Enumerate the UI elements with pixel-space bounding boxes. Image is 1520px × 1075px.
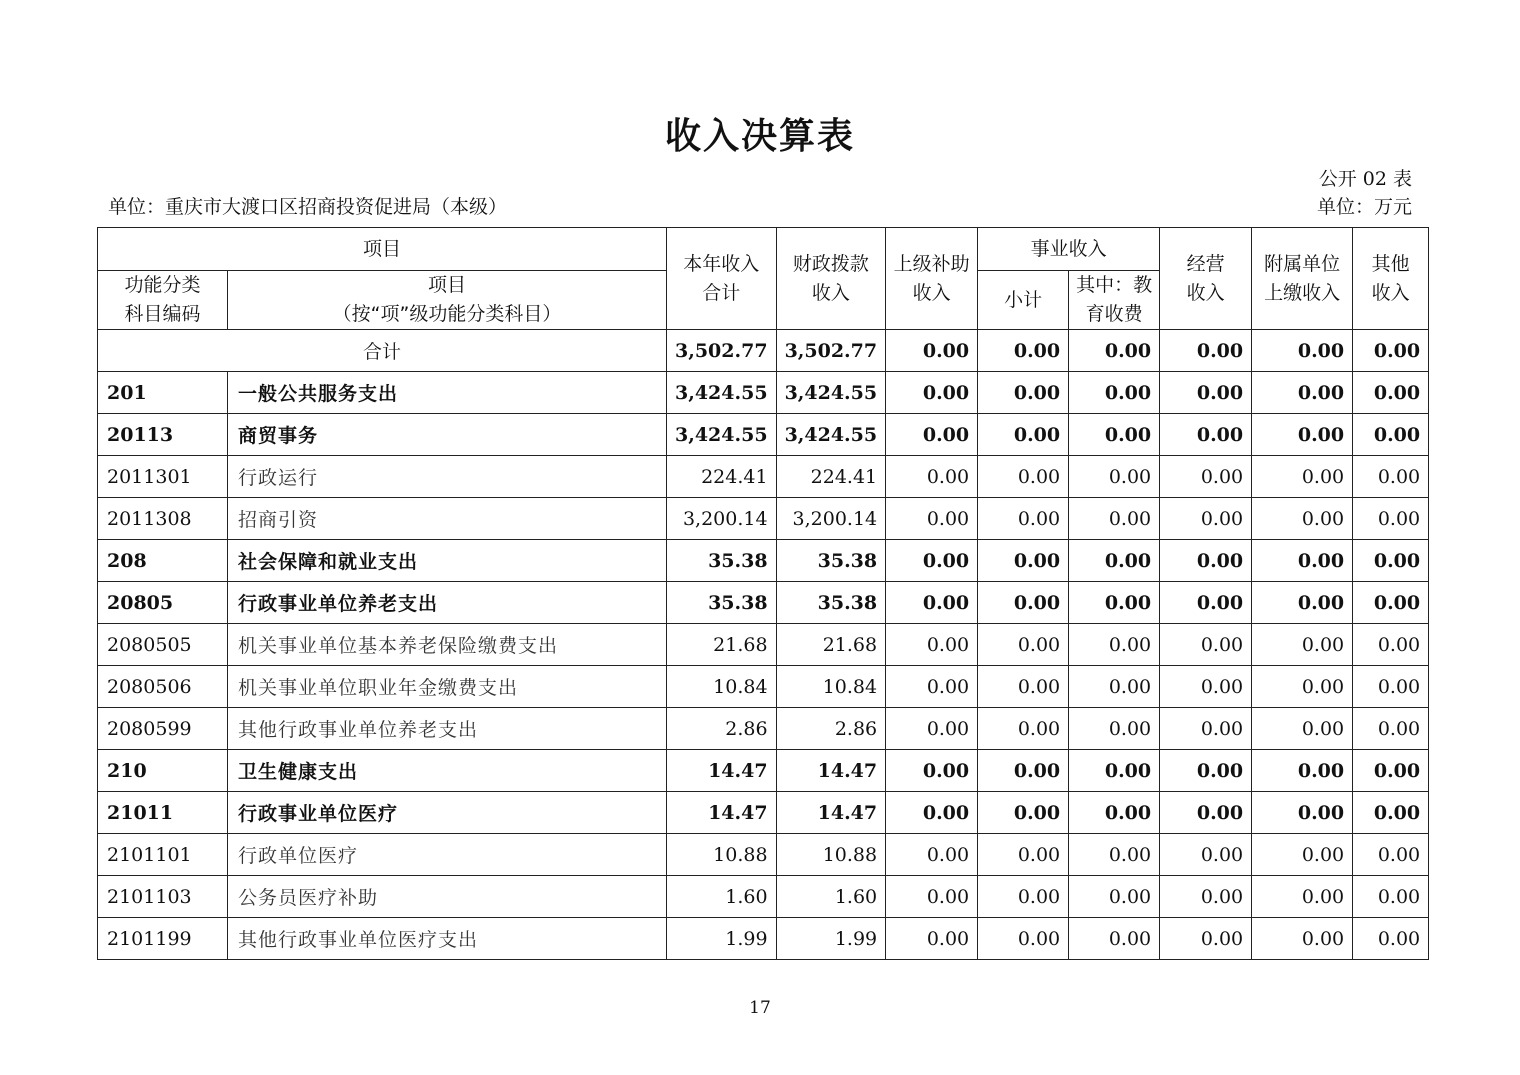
row-value: 0.00 (886, 456, 978, 498)
row-value: 0.00 (1353, 372, 1429, 414)
row-value: 0.00 (1353, 624, 1429, 666)
header-item (228, 271, 667, 330)
row-name: 招商引资 (228, 498, 667, 540)
row-value: 0.00 (1069, 834, 1160, 876)
row-value: 0.00 (1252, 708, 1353, 750)
row-value: 0.00 (978, 792, 1069, 834)
row-code: 210 (98, 750, 228, 792)
row-code: 2080599 (98, 708, 228, 750)
table-row (98, 372, 1429, 414)
row-value: 0.00 (1252, 372, 1353, 414)
total-cell: 3,502.77 (667, 330, 777, 372)
row-code: 21011 (98, 792, 228, 834)
row-value: 0.00 (1353, 792, 1429, 834)
row-value: 0.00 (886, 792, 978, 834)
row-value: 2.86 (667, 708, 777, 750)
row-value: 1.60 (776, 876, 886, 918)
row-value: 0.00 (886, 666, 978, 708)
row-value: 0.00 (1353, 498, 1429, 540)
header-item-note: （按“项”级功能分类科目） (332, 303, 562, 325)
row-value: 35.38 (776, 582, 886, 624)
row-value: 0.00 (1069, 372, 1160, 414)
row-value: 0.00 (1252, 666, 1353, 708)
row-value: 0.00 (1353, 750, 1429, 792)
row-value: 0.00 (1160, 372, 1252, 414)
header-total-income: 本年收入合计 (667, 228, 777, 330)
row-value: 0.00 (1160, 666, 1252, 708)
row-value: 0.00 (1353, 876, 1429, 918)
row-name: 行政事业单位养老支出 (228, 582, 667, 624)
row-value: 0.00 (1160, 624, 1252, 666)
page-number: 17 (749, 998, 771, 1018)
row-value: 0.00 (1160, 498, 1252, 540)
row-value: 0.00 (886, 750, 978, 792)
row-value: 0.00 (1160, 792, 1252, 834)
form-number: 公开 02 表 (1318, 168, 1412, 190)
row-value: 14.47 (667, 750, 777, 792)
row-value: 3,424.55 (776, 372, 886, 414)
row-value: 0.00 (1069, 792, 1160, 834)
table-row (98, 624, 1429, 666)
row-value: 0.00 (1252, 582, 1353, 624)
row-value: 0.00 (1353, 708, 1429, 750)
row-value: 0.00 (1069, 876, 1160, 918)
row-value: 0.00 (1160, 876, 1252, 918)
row-name: 一般公共服务支出 (228, 372, 667, 414)
row-value: 0.00 (1252, 918, 1353, 960)
table-row (98, 918, 1429, 960)
total-row (98, 330, 1429, 372)
total-cell: 0.00 (1353, 330, 1429, 372)
row-value: 0.00 (1069, 540, 1160, 582)
row-value: 3,200.14 (776, 498, 886, 540)
row-value: 0.00 (1160, 750, 1252, 792)
row-value: 2.86 (776, 708, 886, 750)
row-value: 14.47 (667, 792, 777, 834)
row-value: 0.00 (978, 414, 1069, 456)
row-value: 0.00 (1160, 834, 1252, 876)
row-value: 0.00 (886, 414, 978, 456)
reporting-unit: 单位：重庆市大渡口区招商投资促进局（本级） (108, 196, 508, 218)
total-cell: 0.00 (886, 330, 978, 372)
table-row (98, 792, 1429, 834)
row-value: 0.00 (1252, 414, 1353, 456)
page-title: 收入决算表 (664, 116, 855, 157)
row-value: 10.88 (667, 834, 777, 876)
row-value: 0.00 (978, 834, 1069, 876)
row-value: 0.00 (1252, 498, 1353, 540)
row-name: 机关事业单位基本养老保险缴费支出 (228, 624, 667, 666)
row-value: 35.38 (667, 540, 777, 582)
row-value: 0.00 (978, 372, 1069, 414)
currency-unit: 单位：万元 (1316, 196, 1412, 218)
header-func-code: 功能分类科目编码 (98, 271, 228, 330)
row-value: 0.00 (1069, 708, 1160, 750)
row-value: 0.00 (1252, 540, 1353, 582)
table-row (98, 666, 1429, 708)
header-subtotal: 小计 (978, 271, 1069, 330)
row-value: 0.00 (1069, 918, 1160, 960)
row-name: 行政事业单位医疗 (228, 792, 667, 834)
row-value: 0.00 (886, 498, 978, 540)
row-value: 0.00 (886, 918, 978, 960)
row-name: 社会保障和就业支出 (228, 540, 667, 582)
row-value: 3,200.14 (667, 498, 777, 540)
row-name: 卫生健康支出 (228, 750, 667, 792)
row-value: 0.00 (886, 540, 978, 582)
row-value: 0.00 (1069, 498, 1160, 540)
row-code: 20805 (98, 582, 228, 624)
header-business-income: 事业收入 (978, 228, 1160, 271)
row-value: 0.00 (886, 834, 978, 876)
income-table (97, 227, 1429, 960)
row-value: 0.00 (1160, 582, 1252, 624)
row-value: 35.38 (776, 540, 886, 582)
table-row (98, 750, 1429, 792)
row-value: 224.41 (776, 456, 886, 498)
row-value: 0.00 (1252, 792, 1353, 834)
row-value: 10.88 (776, 834, 886, 876)
row-name: 公务员医疗补助 (228, 876, 667, 918)
row-name: 商贸事务 (228, 414, 667, 456)
row-value: 0.00 (1069, 624, 1160, 666)
header-fiscal: 财政拨款收入 (776, 228, 886, 330)
row-code: 20113 (98, 414, 228, 456)
row-value: 3,424.55 (667, 372, 777, 414)
table-row (98, 834, 1429, 876)
row-value: 0.00 (886, 372, 978, 414)
row-code: 2101103 (98, 876, 228, 918)
row-value: 0.00 (886, 876, 978, 918)
row-value: 0.00 (886, 708, 978, 750)
row-value: 0.00 (1069, 750, 1160, 792)
total-label: 合计 (98, 330, 667, 372)
row-code: 208 (98, 540, 228, 582)
total-cell: 0.00 (978, 330, 1069, 372)
row-value: 0.00 (978, 498, 1069, 540)
row-value: 1.99 (667, 918, 777, 960)
row-value: 14.47 (776, 792, 886, 834)
row-value: 0.00 (978, 666, 1069, 708)
row-code: 2080505 (98, 624, 228, 666)
row-value: 0.00 (1160, 708, 1252, 750)
row-value: 0.00 (1353, 666, 1429, 708)
total-cell: 0.00 (1160, 330, 1252, 372)
row-value: 0.00 (886, 624, 978, 666)
row-value: 0.00 (1353, 834, 1429, 876)
row-value: 0.00 (886, 582, 978, 624)
row-value: 0.00 (1069, 666, 1160, 708)
row-value: 0.00 (1252, 456, 1353, 498)
header-edu-fee: 其中：教育收费 (1069, 271, 1160, 330)
row-value: 0.00 (978, 582, 1069, 624)
row-code: 2101101 (98, 834, 228, 876)
row-code: 2011301 (98, 456, 228, 498)
row-value: 14.47 (776, 750, 886, 792)
header-other: 其他收入 (1353, 228, 1429, 330)
row-code: 201 (98, 372, 228, 414)
table-row (98, 456, 1429, 498)
row-name: 行政单位医疗 (228, 834, 667, 876)
row-value: 0.00 (1160, 414, 1252, 456)
row-value: 224.41 (667, 456, 777, 498)
total-cell: 0.00 (1069, 330, 1160, 372)
row-value: 0.00 (1160, 918, 1252, 960)
row-value: 0.00 (1069, 582, 1160, 624)
row-code: 2080506 (98, 666, 228, 708)
row-name: 其他行政事业单位医疗支出 (228, 918, 667, 960)
row-value: 0.00 (978, 918, 1069, 960)
header-project: 项目 (98, 228, 667, 271)
row-value: 1.99 (776, 918, 886, 960)
row-value: 0.00 (978, 708, 1069, 750)
row-value: 0.00 (1252, 624, 1353, 666)
row-value: 0.00 (1353, 918, 1429, 960)
table-row (98, 414, 1429, 456)
header-item-label: 项目 (427, 274, 466, 296)
row-value: 0.00 (978, 624, 1069, 666)
row-code: 2101199 (98, 918, 228, 960)
header-operating: 经营收入 (1160, 228, 1252, 330)
row-value: 0.00 (978, 540, 1069, 582)
total-cell: 0.00 (1252, 330, 1353, 372)
table-row (98, 498, 1429, 540)
row-value: 0.00 (978, 750, 1069, 792)
row-value: 0.00 (1252, 750, 1353, 792)
row-value: 0.00 (1160, 540, 1252, 582)
table-row (98, 876, 1429, 918)
row-value: 35.38 (667, 582, 777, 624)
row-value: 1.60 (667, 876, 777, 918)
row-value: 0.00 (1160, 456, 1252, 498)
table-row (98, 582, 1429, 624)
row-value: 3,424.55 (667, 414, 777, 456)
header-upper-subsidy: 上级补助收入 (886, 228, 978, 330)
total-cell: 3,502.77 (776, 330, 886, 372)
row-value: 0.00 (1353, 414, 1429, 456)
row-value: 0.00 (1353, 456, 1429, 498)
row-value: 0.00 (978, 876, 1069, 918)
row-value: 21.68 (776, 624, 886, 666)
row-value: 0.00 (1252, 876, 1353, 918)
row-value: 0.00 (1069, 414, 1160, 456)
row-value: 10.84 (667, 666, 777, 708)
row-value: 0.00 (1252, 834, 1353, 876)
row-value: 0.00 (978, 456, 1069, 498)
row-value: 21.68 (667, 624, 777, 666)
row-name: 其他行政事业单位养老支出 (228, 708, 667, 750)
row-name: 行政运行 (228, 456, 667, 498)
row-value: 0.00 (1353, 540, 1429, 582)
table-row (98, 540, 1429, 582)
table-row (98, 708, 1429, 750)
row-value: 0.00 (1069, 456, 1160, 498)
header-affiliated: 附属单位上缴收入 (1252, 228, 1353, 330)
row-value: 10.84 (776, 666, 886, 708)
row-name: 机关事业单位职业年金缴费支出 (228, 666, 667, 708)
row-code: 2011308 (98, 498, 228, 540)
row-value: 0.00 (1353, 582, 1429, 624)
row-value: 3,424.55 (776, 414, 886, 456)
